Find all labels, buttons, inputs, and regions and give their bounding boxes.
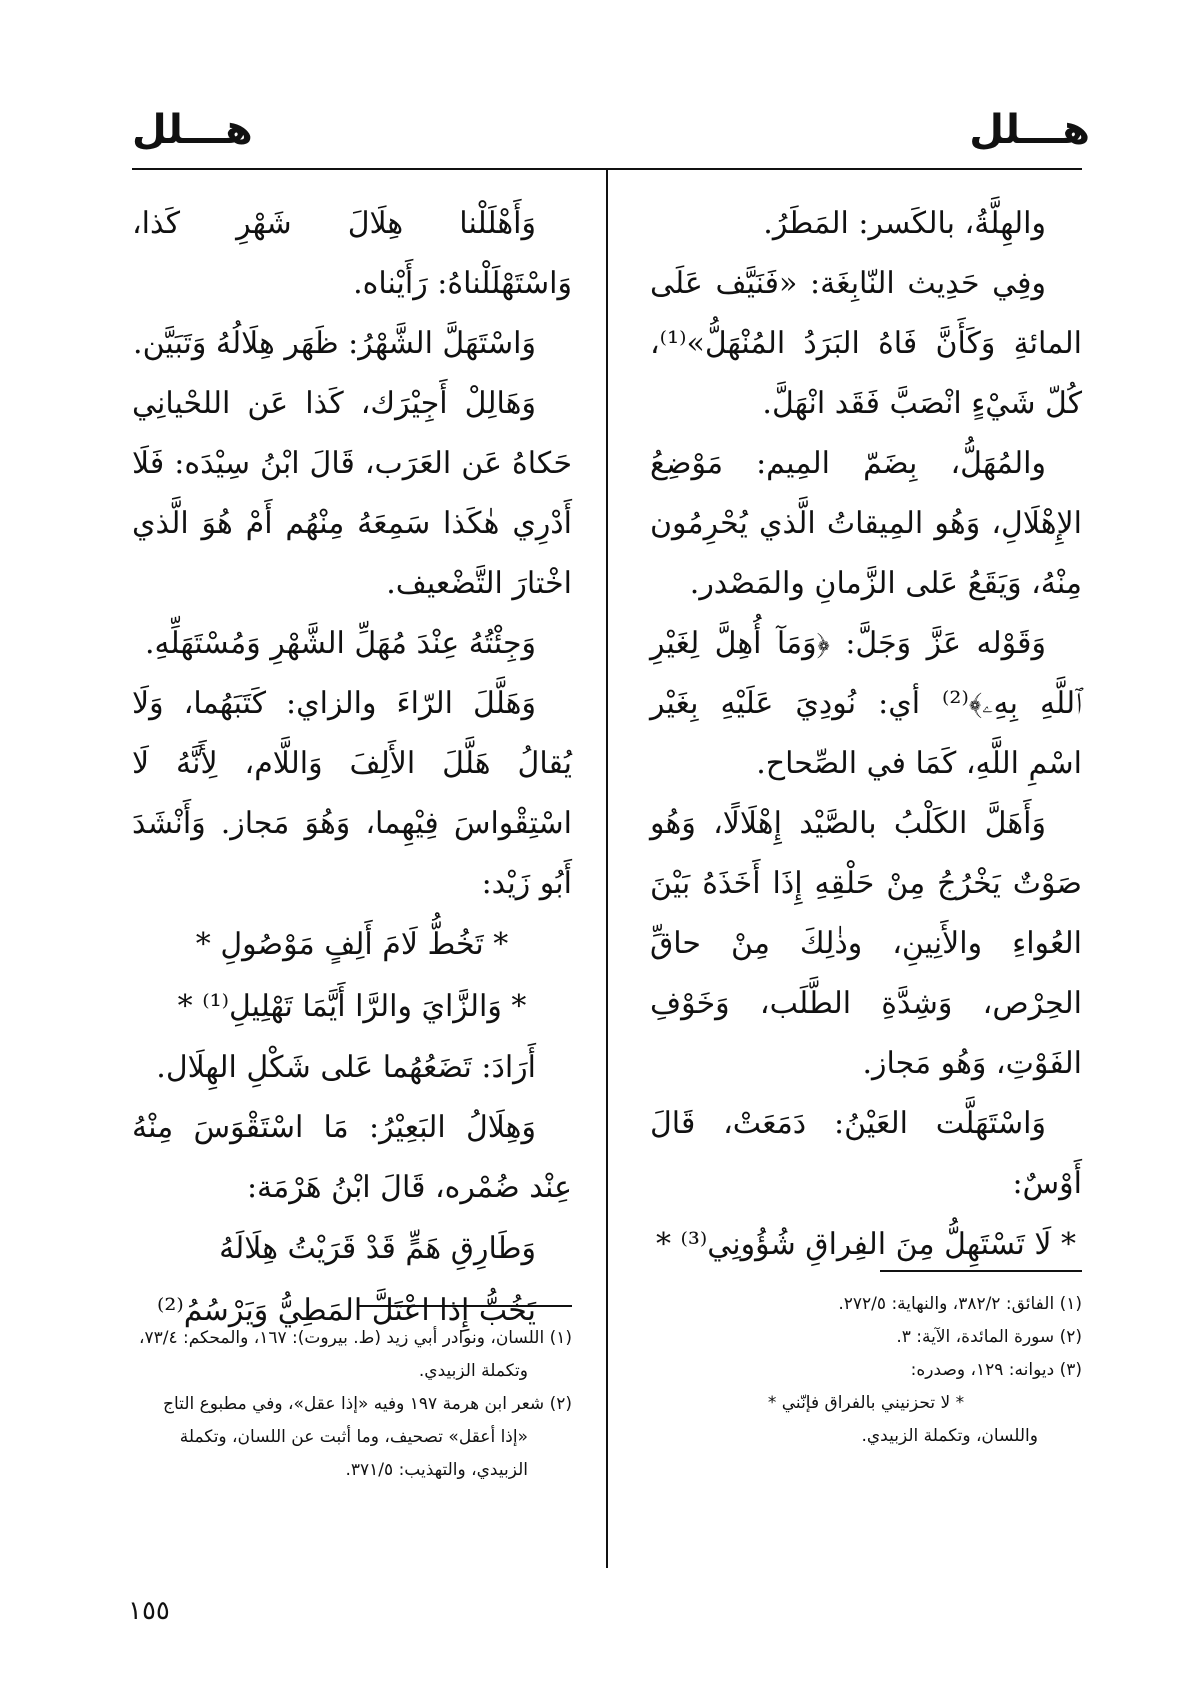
footnote-rule-right (880, 1270, 1082, 1272)
footnote: (٢) شعر ابن هرمة ١٩٧ وفيه «إذا عقل»، وفي مطبوع التاج «إذا أعقل» تصحيف، وما أثبت عن اللسان، وتكملة الزبيدي، والتهذيب: ٣٧١/٥. (163, 1394, 572, 1480)
paragraph: وَهَالِلْ أَجِيْرَك، كَذا عَن اللحْيانِي حَكاهُ عَن العَرَب، قَالَ ابْنُ سِيْدَه: فَلَا أَدْرِي هٰكَذا سَمِعَهُ مِنْهُم أَمْ هُوَ الَّذي اخْتارَ التَّضْعيف. (132, 386, 572, 601)
verse-line: * تَخُطُّ لَامَ أَلِفٍ مَوْصُولِ * (195, 927, 509, 962)
running-head-left: هـــلل (132, 107, 253, 153)
running-head-right: هـــلل (969, 107, 1090, 153)
footnotes-left (132, 1322, 572, 1487)
footnote: (١) الفائق: ٣٨٢/٢، والنهاية: ٢٧٢/٥. (838, 1294, 1082, 1314)
paragraph: وفِي حَدِيث النّابِغَة: «فَنَيَّف عَلَى المائةِ وَكَأَنَّ فَاهُ البَرَدُ المُنْهَلُّ»⁽¹⁾، كُلّ شَيْءٍ انْصَبَّ فَقَد انْهَلَّ. (650, 266, 1082, 421)
left-column (132, 194, 572, 1342)
verse-line: وَطَارِقِ هَمٍّ قَدْ قَرَيْتُ هِلَالَهُ (219, 1231, 536, 1266)
paragraph: وَاسْتَهَلَّت العَيْنُ: دَمَعَتْ، قَالَ أَوْسٌ: (650, 1106, 1082, 1201)
footnote-verse: * لا تحزنيني بالفراق فإنّني * (767, 1393, 965, 1413)
footnote: (٣) ديوانه: ١٢٩، وصدره: (910, 1360, 1082, 1380)
footnote: (٢) سورة المائدة، الآية: ٣. (896, 1327, 1082, 1347)
paragraph: وَهَلَّلَ الرّاءَ والزاي: كَتَبَهُما، وَلَا يُقالُ هَلَّلَ الأَلِفَ وَاللَّام، لِأَنَّهُ لَا اسْتِقْواسَ فِيْهِما، وَهُوَ مَجاز. وَأَنْشَدَ أَبُو زَيْد: (132, 686, 572, 901)
paragraph: وَاسْتَهَلَّ الشَّهْرُ: ظَهَر هِلَالُهُ وَتَبَيَّن. (133, 326, 536, 361)
footnote-rule-left (358, 1305, 572, 1307)
footnotes-right (650, 1288, 1082, 1453)
paragraph: وَأَهَلَّ الكَلْبُ بالصَّيْد إِهْلَالًا، وَهُو صَوْتٌ يَخْرُجُ مِنْ حَلْقِهِ إِذَا أَخَذَهُ بَيْنَ العُواءِ والأَنِينِ، وذٰلِكَ مِنْ حاقِّ الحِرْص، وَشِدَّةِ الطَّلَب، وَخَوْفِ الفَوْتِ، وَهُو مَجاز. (650, 806, 1082, 1081)
verse-line: * وَالزَّايَ والرَّا أَيَّمَا تَهْلِيلِ⁽¹⁾ * (177, 989, 527, 1024)
paragraph: والهِلَّةُ، بالكَسر: المَطَرُ. (763, 206, 1046, 241)
verse-line: * لَا تَسْتَهِلُّ مِنَ الفِراقِ شُؤُونِي⁽³⁾ * (655, 1227, 1076, 1262)
paragraph: وَجِئْتُهُ عِنْدَ مُهَلِّ الشَّهْرِ وَمُسْتَهَلِّهِ. (144, 626, 536, 661)
verse-line: يَخُبُّ إِذا اعْتَلَّ المَطِيُّ وَيَرْسُمُ⁽²⁾ (156, 1293, 536, 1328)
footnote: (١) اللسان، ونوادر أبي زيد (ط. بيروت): ١٦٧، والمحكم: ٧٣/٤، وتكملة الزبيدي. (138, 1328, 572, 1381)
right-column (650, 194, 1082, 1276)
paragraph: والمُهَلُّ، بِضَمّ المِيم: مَوْضِعُ الإِهْلَالِ، وَهُو المِيقاتُ الَّذي يُحْرِمُون مِنْهُ، وَيَقَعُ عَلى الزَّمانِ والمَصْدر. (650, 446, 1082, 601)
column-divider (606, 168, 608, 1568)
paragraph: وَهِلَالُ البَعِيْرُ: مَا اسْتَقْوَسَ مِنْهُ عِنْد ضُمْره، قَالَ ابْنُ هَرْمَة: (132, 1110, 572, 1205)
paragraph: وَأَهْلَلْنا هِلَالَ شَهْرِ كَذا، وَاسْتَهْلَلْناهُ: رَأَيْناه. (132, 206, 572, 301)
paragraph: أَرَادَ: تَضَعُهُما عَلى شَكْلِ الهِلَال. (156, 1050, 536, 1085)
paragraph: وَقَوْله عَزَّ وَجَلَّ: ﴿وَمَآ أُهِلَّ لِغَيْرِ ٱللَّهِ بِهِۦ﴾⁽²⁾ أي: نُودِيَ عَلَيْهِ بِغَيْر اسْمِ اللَّهِ، كَمَا في الصِّحاح. (650, 626, 1082, 781)
page-number: ١٥٥ (128, 1596, 170, 1626)
footnote-continuation: واللسان، وتكملة الزبيدي. (861, 1426, 1038, 1446)
